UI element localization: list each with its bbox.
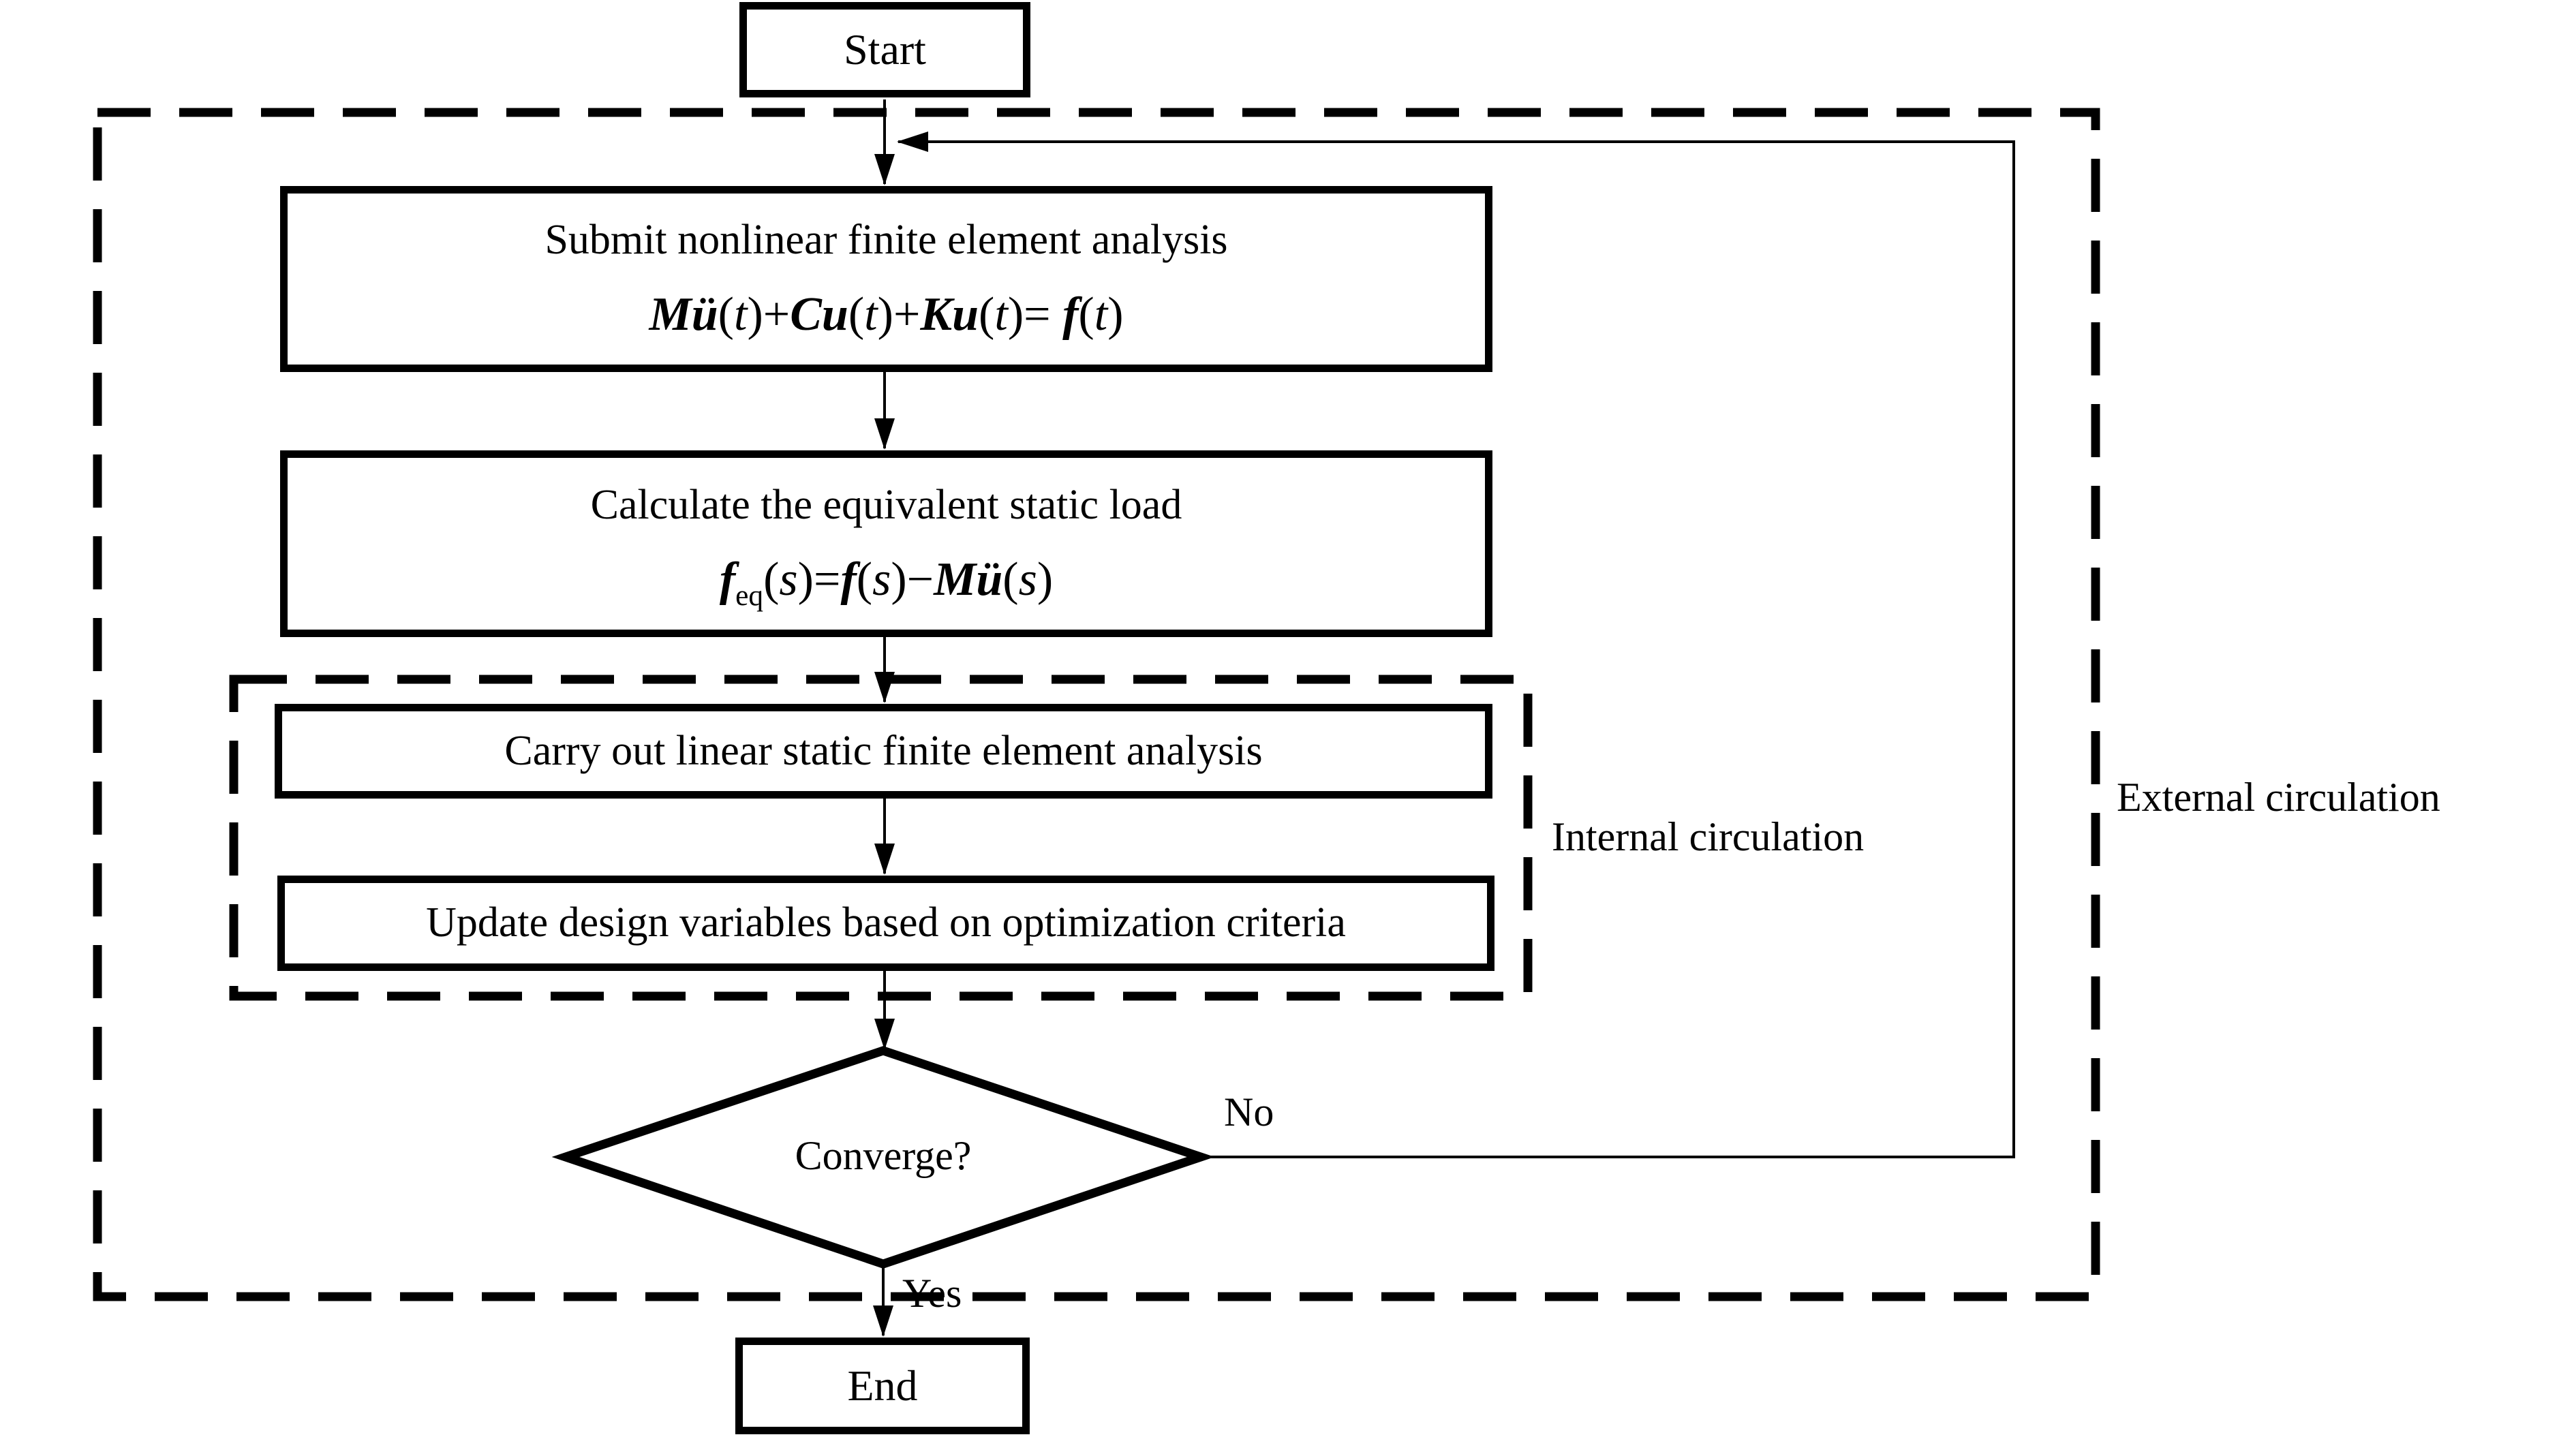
end-node	[735, 1338, 1030, 1434]
start-node-label: Start	[844, 25, 926, 74]
converge-decision-label: Converge?	[795, 1133, 972, 1178]
end-node-label: End	[847, 1361, 918, 1410]
submit-analysis-node	[280, 186, 1492, 372]
yes-branch-label: Yes	[902, 1271, 962, 1316]
calculate-load-node	[280, 450, 1492, 637]
linear-static-fea-node-label: Carry out linear static finite element analysis	[504, 727, 1263, 774]
linear-static-fea-node	[275, 704, 1492, 799]
external-circulation-label: External circulation	[2117, 775, 2440, 820]
update-design-variables-node-label: Update design variables based on optimization criteria	[426, 899, 1346, 946]
start-node	[739, 2, 1030, 97]
submit-analysis-node-label: Submit nonlinear finite element analysis	[545, 217, 1228, 264]
no-branch-label: No	[1224, 1090, 1274, 1134]
equivalent-load-formula: $f_{eq}(s)=f(s)-Mü(s)$	[719, 553, 1054, 612]
internal-circulation-label: Internal circulation	[1552, 814, 1865, 859]
update-design-variables-node	[277, 876, 1494, 971]
calculate-load-node-label: Calculate the equivalent static load	[590, 481, 1182, 528]
motion-equation-formula: Mü(t)+Cu(t)+Ku(t)= f(t)	[649, 288, 1124, 341]
